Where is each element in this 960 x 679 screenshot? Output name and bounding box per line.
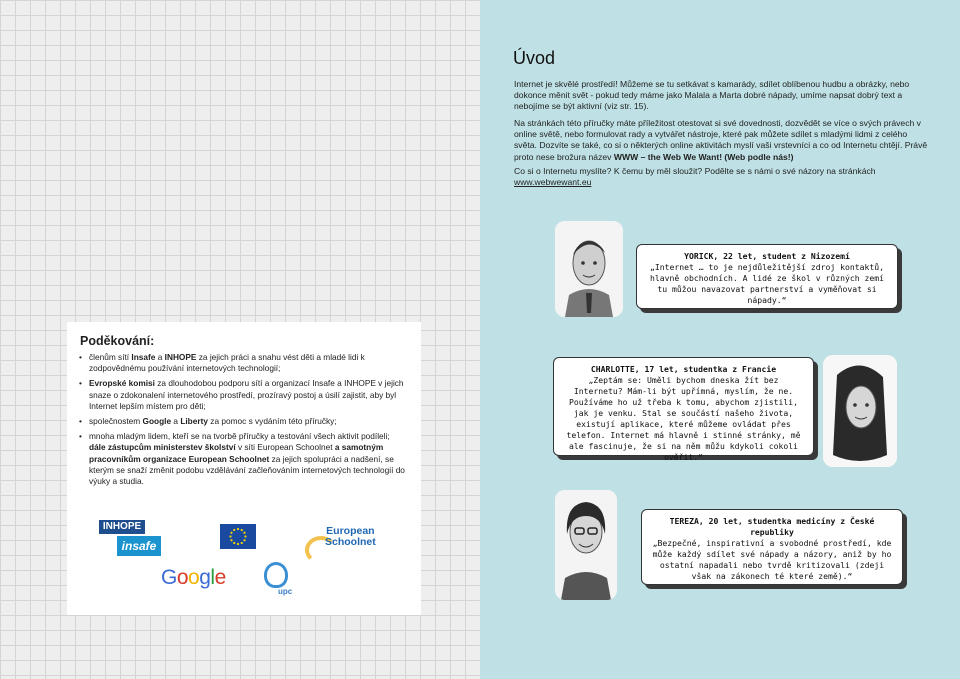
item-text: mnoha mladým lidem, kteří se na tvorbě příručky a testování všech aktivit podíleli; — [89, 431, 390, 442]
european-schoolnet-logo — [305, 522, 385, 562]
portrait-charlotte — [823, 355, 897, 467]
item-text: v síti European Schoolnet — [235, 442, 335, 453]
google-letter: l — [210, 566, 215, 589]
quote-text: „Zeptám se: Uměli bychom dneska žít bez Internetu? Mám-li být upřímná, myslím, že ne. Používáme ho už třeba k tomu, abychom zjistili, jak je venku. Stal se součástí našeho života, existují aplikace, které můžeme ovládat přes telefon. Internet má hlavně i stinné stránky, mě ale fascinuje, že si na něm můžu kdykoli cokoli ověřit.“ — [566, 375, 801, 462]
google-letter: o — [176, 566, 189, 589]
portrait-yorick — [555, 221, 623, 317]
item-bold: INHOPE — [164, 352, 197, 362]
item-text: za dlouhodobou podporu sítí a organizací Insafe a INHOPE v jejich snaze o zdokonalení internetového prostředí, prozíravý postoj a úsilí zajistit, aby byl Internet lepším místem pro děti; — [89, 378, 404, 411]
intro-paragraph-2 — [514, 118, 928, 163]
item-text: společnostem — [89, 416, 143, 427]
bullet: • — [79, 378, 82, 389]
item-text: za pomoc s vydáním této příručky; — [207, 416, 337, 427]
item-bold: Evropské komisi — [89, 378, 155, 389]
intro-paragraph-1: Internet je skvělé prostředí! Můžeme se tu setkávat s kamarády, sdílet oblíbenou hudbu a obrázky, nebo dokonce měnit svět - pokud tedy máme jako Malala a Marta dobré nápady, umíme napsat dobrý text a nebojíme se být aktivní (viz str. 15). — [514, 79, 910, 112]
google-letter: e — [214, 566, 226, 589]
google-letter: G — [161, 566, 177, 589]
website-link[interactable]: www.webwewant.eu — [514, 177, 592, 188]
quote-card-charlotte — [553, 357, 814, 462]
acknowledgements-list — [77, 352, 407, 491]
logo-word-european: European — [326, 525, 375, 537]
list-item — [77, 352, 407, 374]
eu-flag-logo — [220, 524, 256, 549]
charlotte-photo-icon — [823, 355, 897, 467]
quote-author: CHARLOTTE, 17 let, studentka z Francie — [590, 364, 777, 374]
upc-logo — [261, 562, 301, 602]
bullet: • — [79, 431, 82, 442]
page-title: Úvod — [513, 48, 556, 68]
quote-author: YORICK, 22 let, student z Nizozemí — [684, 251, 850, 261]
bullet: • — [79, 416, 82, 427]
upc-swirl-icon — [264, 562, 288, 588]
logo-word-schoolnet: Schoolnet — [325, 536, 376, 548]
schoolnet-logo-text — [325, 526, 376, 548]
intro-text: Na stránkách této příručky máte příležitost otestovat si své dovednosti, dozvědět se více o svých právech v online světě, nebo formulovat rady a vytvářet nástroje, které pak můžete sdílet s mladými lidmi z celého světa. Dozvíte se také, co si o některých online aktivitách myslí vaši vrstevníci a co od Internetu chtějí. Právě proto nese brožura název — [514, 118, 928, 162]
portrait-tereza — [555, 490, 617, 600]
item-text: za jejich spolupráci a nadšení, se kterým se snaží změnit podobu vzdělávání začleňováním internetových technologií do výuky a studia. — [89, 453, 405, 487]
intro-text: Co si o Internetu myslíte? K čemu by měl sloužit? Podělte se s námi o své názory na stránkách — [514, 166, 876, 176]
yorick-photo-icon — [555, 221, 623, 317]
item-text: a — [155, 352, 165, 362]
item-text: a — [171, 416, 181, 427]
acknowledgements-title: Poděkování: — [80, 334, 155, 348]
upc-logo-text: upc — [278, 587, 293, 596]
quote-card-tereza — [641, 509, 903, 585]
quote-text: „Internet … to je nejdůležitější zdroj kontaktů, hlavně obchodních. A lidé ze škol v různých zemí tu můžou navazovat partnerství a vyměňovat si nápady.“ — [650, 262, 884, 305]
item-bold: dále zástupcům ministerstev školství — [89, 442, 236, 453]
acknowledgements-box — [67, 322, 421, 615]
brochure-name: WWW – the Web We Want! (Web podle nás!) — [613, 151, 794, 162]
bullet: • — [79, 352, 82, 362]
google-logo — [161, 566, 226, 590]
item-text: za jejich práci a snahu vést děti a mladé lidi k zodpovědnému používání internetových technologií; — [89, 352, 365, 374]
google-letter: o — [188, 566, 200, 589]
tereza-photo-icon — [555, 490, 617, 600]
item-bold: Insafe — [131, 352, 156, 362]
list-item — [77, 416, 407, 427]
eu-stars-icon — [220, 524, 256, 549]
item-bold: Google — [142, 416, 172, 427]
list-item — [77, 431, 407, 487]
quote-author: TEREZA, 20 let, studentka medicíny z České republiky — [669, 516, 875, 537]
intro-paragraph-3 — [514, 166, 928, 188]
inhope-insafe-logo — [99, 520, 163, 558]
item-text: členům sítí — [89, 352, 132, 362]
quote-card-yorick — [636, 244, 898, 309]
google-letter: g — [199, 566, 211, 589]
item-bold: a samotným pracovníkům organizace European Schoolnet — [89, 442, 384, 464]
insafe-logo-text: insafe — [117, 536, 161, 556]
quote-text: „Bezpečné, inspirativní a svobodné prostředí, kde může každý sdílet své nápady a názory, aniž by ho ostatní napadali nebo tvrdě kritizovali (zdeji však na zákonech té které země).“ — [652, 538, 892, 581]
item-bold: Liberty — [180, 416, 208, 427]
list-item — [77, 378, 407, 412]
inhope-logo-text: INHOPE — [99, 520, 145, 534]
